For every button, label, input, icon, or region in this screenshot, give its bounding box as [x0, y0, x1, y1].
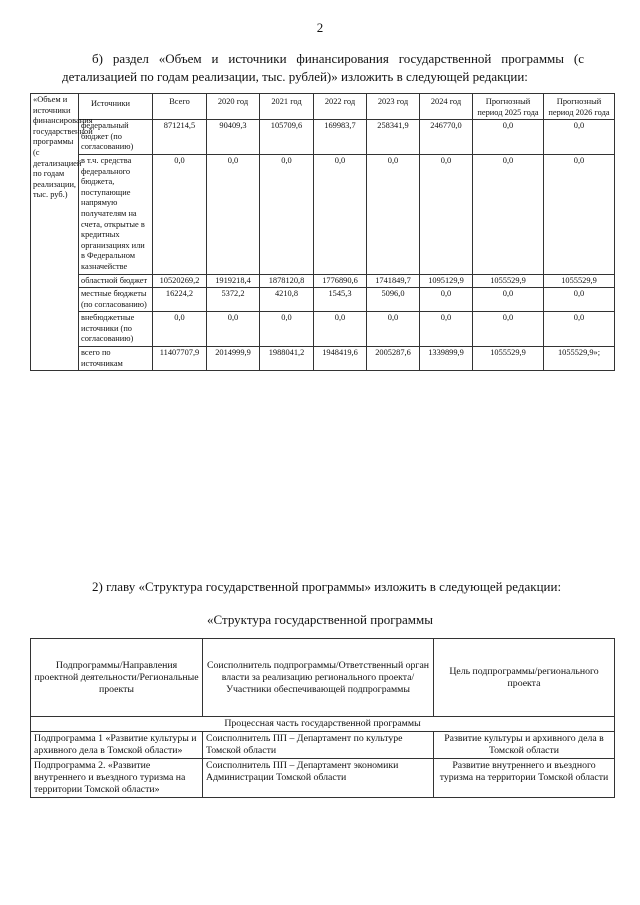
finance-row-federal-direct: [31, 154, 615, 274]
value-cell: 1055529,9: [473, 347, 544, 371]
finance-table: [30, 93, 615, 371]
page-number: 2: [316, 20, 324, 35]
value-cell: 5372,2: [207, 288, 260, 312]
value-cell: 0,0: [544, 288, 615, 312]
value-cell: 0,0: [367, 312, 420, 347]
value-cell: 1776890,6: [314, 274, 367, 288]
value-cell: 1339899,9: [420, 347, 473, 371]
value-cell: 1055529,9: [473, 274, 544, 288]
source-cell: федеральный бюджет (по согласованию): [79, 120, 153, 155]
section-b-paragraph: б) раздел «Объем и источники финансирования государственной программы (с детализацией по годам реализации, тыс. рублей)» изложить в следующей редакции:: [62, 51, 584, 84]
value-cell: 0,0: [314, 312, 367, 347]
structure-title: «Структура государственной программы: [207, 612, 433, 627]
header-goal: Цель подпрограммы/регионального проекта: [434, 639, 615, 717]
finance-row-label: «Объем и источники финансирования государственной программы (с детализацией по годам реализации, тыс. руб.): [31, 94, 79, 371]
value-cell: 0,0: [473, 312, 544, 347]
header-executor: Соисполнитель подпрограммы/Ответственный орган власти за реализацию регионального проекта/Участники обеспечивающей подпрограммы: [203, 639, 434, 717]
value-cell: 105709,6: [260, 120, 314, 155]
value-cell: 0,0: [473, 154, 544, 274]
structure-process-row: [31, 717, 615, 732]
header-total: Всего: [153, 94, 207, 120]
table-row: [31, 759, 615, 798]
value-cell: 0,0: [207, 154, 260, 274]
value-cell: 0,0: [260, 312, 314, 347]
value-cell: 0,0: [153, 154, 207, 274]
value-cell: 0,0: [544, 312, 615, 347]
value-cell: 0,0: [260, 154, 314, 274]
value-cell: 0,0: [420, 154, 473, 274]
value-cell: 0,0: [544, 120, 615, 155]
structure-table: [30, 638, 615, 798]
value-cell: 246770,0: [420, 120, 473, 155]
value-cell: 1988041,2: [260, 347, 314, 371]
source-cell: в т.ч. средства федерального бюджета, поступающие напрямую получателям на счета, открытые в кредитных организациях или в Федеральном казначействе: [79, 154, 153, 274]
value-cell: 4210,8: [260, 288, 314, 312]
header-2026: Прогнозный период 2026 года: [544, 94, 615, 120]
finance-row-total: [31, 347, 615, 371]
header-2023: 2023 год: [367, 94, 420, 120]
value-cell: 1055529,9»;: [544, 347, 615, 371]
header-sources: Источники: [79, 94, 153, 120]
value-cell: 0,0: [314, 154, 367, 274]
value-cell: 0,0: [207, 312, 260, 347]
value-cell: 1095129,9: [420, 274, 473, 288]
process-part-label: Процессная часть государственной программы: [31, 717, 615, 732]
value-cell: 5096,0: [367, 288, 420, 312]
source-cell: областной бюджет: [79, 274, 153, 288]
subprogram-cell: Подпрограмма 2. «Развитие внутреннего и въездного туризма на территории Томской области»: [31, 759, 203, 798]
value-cell: 169983,7: [314, 120, 367, 155]
structure-header-row: [31, 639, 615, 717]
table-row: [31, 732, 615, 759]
finance-row-regional: [31, 274, 615, 288]
header-2025: Прогнозный период 2025 года: [473, 94, 544, 120]
value-cell: 0,0: [420, 288, 473, 312]
value-cell: 2005287,6: [367, 347, 420, 371]
value-cell: 258341,9: [367, 120, 420, 155]
value-cell: 1741849,7: [367, 274, 420, 288]
value-cell: 1878120,8: [260, 274, 314, 288]
finance-row-federal: [31, 120, 615, 155]
source-cell: внебюджетные источники (по согласованию): [79, 312, 153, 347]
value-cell: 1919218,4: [207, 274, 260, 288]
value-cell: 0,0: [367, 154, 420, 274]
source-cell: местные бюджеты (по согласованию): [79, 288, 153, 312]
value-cell: 2014999,9: [207, 347, 260, 371]
source-cell: всего по источникам: [79, 347, 153, 371]
subprogram-cell: Подпрограмма 1 «Развитие культуры и архивного дела в Томской области»: [31, 732, 203, 759]
value-cell: 0,0: [473, 120, 544, 155]
header-2022: 2022 год: [314, 94, 367, 120]
header-2020: 2020 год: [207, 94, 260, 120]
value-cell: 0,0: [473, 288, 544, 312]
value-cell: 1055529,9: [544, 274, 615, 288]
header-2021: 2021 год: [260, 94, 314, 120]
finance-header-row: [31, 94, 615, 120]
executor-cell: Соисполнитель ПП – Департамент по культуре Томской области: [203, 732, 434, 759]
header-subprograms: Подпрограммы/Направления проектной деятельности/Региональные проекты: [31, 639, 203, 717]
value-cell: 1948419,6: [314, 347, 367, 371]
goal-cell: Развитие внутреннего и въездного туризма на территории Томской области: [434, 759, 615, 798]
section-2-paragraph: 2) главу «Структура государственной программы» изложить в следующей редакции:: [92, 579, 562, 594]
finance-row-local: [31, 288, 615, 312]
value-cell: 871214,5: [153, 120, 207, 155]
value-cell: 0,0: [544, 154, 615, 274]
value-cell: 16224,2: [153, 288, 207, 312]
goal-cell: Развитие культуры и архивного дела в Томской области: [434, 732, 615, 759]
finance-row-extrabudgetary: [31, 312, 615, 347]
value-cell: 1545,3: [314, 288, 367, 312]
value-cell: 0,0: [420, 312, 473, 347]
value-cell: 90409,3: [207, 120, 260, 155]
value-cell: 0,0: [153, 312, 207, 347]
value-cell: 11407707,9: [153, 347, 207, 371]
header-2024: 2024 год: [420, 94, 473, 120]
value-cell: 10520269,2: [153, 274, 207, 288]
executor-cell: Соисполнитель ПП – Департамент экономики Администрации Томской области: [203, 759, 434, 798]
